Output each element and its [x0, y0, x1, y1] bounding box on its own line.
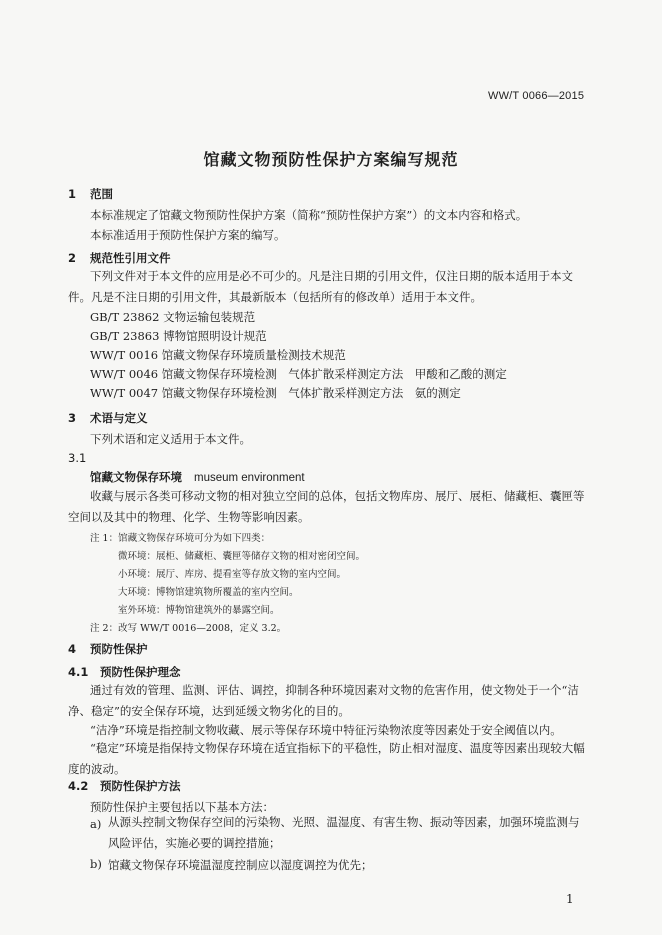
- section-number: 3: [68, 411, 77, 425]
- note-1: 注 1：馆藏文物保存环境可分为如下四类：: [90, 533, 271, 544]
- note-item: 小环境：展厅、库房、提看室等存放文物的室内空间。: [118, 569, 347, 580]
- list-marker-b: b): [90, 857, 102, 871]
- section-3-heading: [68, 410, 148, 426]
- reference-item: WW/T 0047 馆藏文物保存环境检测 气体扩散采样测定方法 氨的测定: [90, 386, 461, 400]
- reference-item: GB/T 23862 文物运输包装规范: [90, 310, 256, 324]
- section-1-heading: [68, 186, 113, 202]
- section-number: 4.1: [68, 665, 89, 679]
- section-number: 1: [68, 187, 77, 201]
- term-number: 3.1: [68, 451, 87, 465]
- section-title: 范围: [90, 187, 113, 201]
- section-title: 预防性保护: [90, 642, 148, 656]
- paragraph: 本标准适用于预防性保护方案的编写。: [90, 228, 286, 242]
- standard-code: WW/T 0066—2015: [488, 90, 585, 102]
- reference-item: GB/T 23863 博物馆照明设计规范: [90, 329, 267, 343]
- section-number: 4.2: [68, 779, 89, 793]
- reference-item: WW/T 0046 馆藏文物保存环境检测 气体扩散采样测定方法 甲酸和乙酸的测定: [90, 367, 507, 381]
- list-item-a: 从源头控制文物保存空间的污染物、光照、温湿度、有害生物、振动等因素，加强环境监测与风险评估，实施必要的调控措施；: [108, 815, 580, 850]
- section-title: 预防性保护方法: [100, 779, 181, 793]
- note-2: 注 2：改写 WW/T 0016—2008，定义 3.2。: [90, 623, 287, 634]
- note-item: 微环境：展柜、储藏柜、囊匣等储存文物的相对密闭空间。: [118, 551, 366, 562]
- page-number: 1: [566, 892, 574, 906]
- section-number: 4: [68, 642, 77, 656]
- list-marker-a: a): [90, 817, 102, 831]
- term-definition: 收藏与展示各类可移动文物的相对独立空间的总体，包括文物库房、展厅、展柜、储藏柜、囊匣等空间以及其中的物理、化学、生物等影响因素。: [68, 489, 585, 524]
- section-title: 规范性引用文件: [90, 251, 171, 265]
- paragraph: “洁净”环境是指控制文物收藏、展示等保存环境中特征污染物浓度等因素处于安全阈值以内。: [90, 723, 562, 737]
- note-item: 室外环境：博物馆建筑外的暴露空间。: [118, 605, 280, 616]
- term-entry: [90, 469, 305, 485]
- section-number: 2: [68, 251, 77, 265]
- document-title: 馆藏文物预防性保护方案编写规范: [203, 150, 459, 169]
- paragraph: “稳定”环境是指保持文物保存环境在适宜指标下的平稳性，防止相对湿度、温度等因素出现较大幅度的波动。: [68, 741, 585, 776]
- paragraph: 预防性保护主要包括以下基本方法：: [90, 800, 274, 814]
- paragraph: 通过有效的管理、监测、评估、调控，抑制各种环境因素对文物的危害作用，使文物处于一个“洁净、稳定”的安全保存环境，达到延缓文物劣化的目的。: [68, 683, 579, 718]
- note-item: 大环境：博物馆建筑物所覆盖的室内空间。: [118, 587, 299, 598]
- section-title: 术语与定义: [90, 411, 148, 425]
- paragraph: 本标准规定了馆藏文物预防性保护方案（简称“预防性保护方案”）的文本内容和格式。: [90, 208, 528, 222]
- term-chinese: 馆藏文物保存环境: [90, 470, 182, 484]
- section-2-heading: [68, 250, 171, 266]
- paragraph: 下列文件对于本文件的应用是必不可少的。凡是注日期的引用文件，仅注日期的版本适用于本文件。凡是不注日期的引用文件，其最新版本（包括所有的修改单）适用于本文件。: [68, 269, 573, 304]
- reference-item: WW/T 0016 馆藏文物保存环境质量检测技术规范: [90, 348, 346, 362]
- section-title: 预防性保护理念: [100, 665, 181, 679]
- term-english: museum environment: [194, 472, 305, 484]
- paragraph: 下列术语和定义适用于本文件。: [90, 432, 251, 446]
- subsection-4-2-heading: [68, 778, 181, 794]
- list-item-b: 馆藏文物保存环境温湿度控制应以湿度调控为优先；: [108, 858, 373, 872]
- section-4-heading: [68, 641, 148, 657]
- subsection-4-1-heading: [68, 664, 181, 680]
